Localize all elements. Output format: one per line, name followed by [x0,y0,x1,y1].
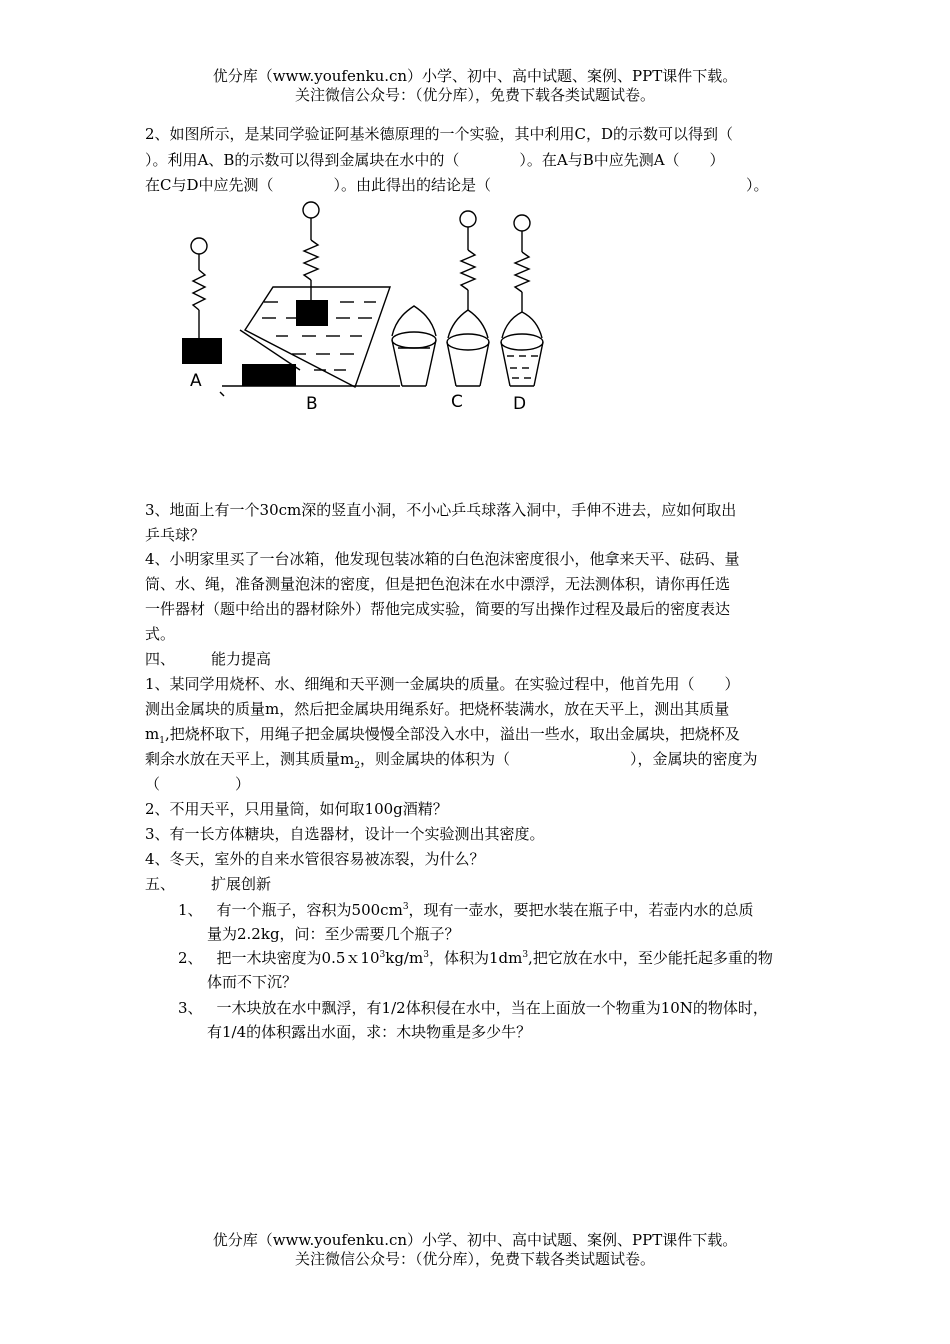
s4q1-line-5: （ ） [145,775,251,793]
s5q1-text-a: 有一个瓶子，容积为500cm [216,901,403,919]
s5q2-text-b: kg/m [385,949,424,967]
s4q1-l3-text: ,把烧杯取下，用绳子把金属块慢慢全部没入水中，溢出一些水，取出金属块，把烧杯及 [164,725,740,743]
s5q3-line-2: 有1/4的体积露出水面，求：木块物重是多少牛？ [207,1023,532,1041]
s5q3-text: 一木块放在水中飘浮，有1/2体积侵在水中，当在上面放一个物重为10N的物体时， [216,999,768,1017]
s4q1-line-1: 1、某同学用烧杯、水、细绳和天平测一金属块的质量。在实验过程中，他首先用（ ） [145,675,740,693]
s4q3: 3、有一长方体糖块，自选器材，设计一个实验测出其密度。 [145,825,545,843]
q2-line-1: 2、如图所示，是某同学验证阿基米德原理的一个实验，其中利用C，D的示数可以得到（ [145,125,734,143]
q4-line-2: 筒、水、绳，准备测量泡沫的密度，但是把色泡沫在水中漂浮，无法测体积，请你再任选 [145,575,731,593]
s5q2-number: 2、 [178,949,203,967]
q3-line-2: 乒乓球？ [145,526,206,544]
footer-line-2: 关注微信公众号：（优分库），免费下载各类试题试卷。 [294,1250,655,1268]
s5q2-text-d: ,把它放在水中，至少能托起多重的物 [528,949,773,967]
s4q2: 2、不用天平，只用量筒，如何取100g酒精？ [145,800,448,818]
block-a [182,338,222,364]
s4q1-l3-var: m [145,725,160,743]
q4-line-3: 一件器材（题中给出的器材除外）帮他完成实验，简要的写出操作过程及最后的密度表达 [145,600,731,618]
s5q2-text-a: 把一木块密度为0.5ｘ10 [216,949,380,967]
s5q1-text-b: ，现有一壶水，要把水装在瓶子中，若壶内水的总质 [408,901,754,919]
s4q1-line-2: 测出金属块的质量m，然后把金属块用绳系好。把烧杯装满水，放在天平上，测出其质量 [145,700,730,718]
section-4-title: 能力提高 [211,650,272,668]
block-spilled [242,364,296,386]
section-5-heading [145,872,815,896]
s5q1-sup: 3 [402,902,409,912]
section-4-heading [145,647,815,671]
q4-line-4: 式。 [145,625,176,643]
s5q3-line-1 [178,996,848,1020]
s5q2-text-c: ，体积为1dm [428,949,523,967]
s5q2-line-1 [178,946,848,970]
s4q1-l4-text-b: ，则金属块的体积为（ ），金属块的密度为 [359,750,758,768]
s4q1-l4-text-a: 剩余水放在天平上，测其质量m [145,750,355,768]
s4q4: 4、冬天，室外的自来水管很容易被冻裂，为什么？ [145,850,485,868]
label-c: C [451,392,463,412]
label-d: D [513,394,527,414]
page-header [0,67,950,105]
s5q1-line-2: 量为2.2kg，问：至少需要几个瓶子？ [207,925,460,943]
block-b [296,300,328,326]
s5q2-sup-2: 3 [423,950,429,960]
label-b: B [306,394,318,414]
section-5-title: 扩展创新 [211,875,272,893]
s5q1-line-1 [178,898,848,922]
q4-line-1: 4、小明家里买了一台冰箱，他发现包装冰箱的白色泡沫密度很小，他拿来天平、砝码、量 [145,550,740,568]
q3-line-1: 3、地面上有一个30cm深的竖直小洞，不小心乒乓球落入洞中，手伸不进去，应如何取出 [145,501,737,519]
s5q2-sup-1: 3 [379,950,386,960]
page-footer [0,1231,950,1269]
header-line-2: 关注微信公众号：（优分库），免费下载各类试题试卷。 [294,86,655,104]
s4q1-line-4 [145,747,815,771]
s5q2-sup-3: 3 [522,950,529,960]
s4q1-line-3 [145,722,815,746]
section-5-number: 五、 [145,875,176,893]
q2-line-2: ）。利用A、B的示数可以得到金属块在水中的（ ）。在A与B中应先测A（ ） [145,151,725,169]
label-a: A [190,371,202,391]
archimedes-experiment-figure [170,195,570,420]
header-line-1: 优分库（www.youfenku.cn）小学、初中、高中试题、案例、PPT课件下载。 [212,67,738,85]
s5q1-number: 1、 [178,901,203,919]
s4q1-l4-sub: 2 [354,761,360,771]
s5q3-number: 3、 [178,999,203,1017]
section-4-number: 四、 [145,650,176,668]
footer-line-1: 优分库（www.youfenku.cn）小学、初中、高中试题、案例、PPT课件下载。 [212,1231,738,1249]
q2-line-3: 在C与D中应先测（ ）。由此得出的结论是（ ）。 [145,176,769,194]
s5q2-line-2: 体而不下沉？ [207,973,298,991]
s4q1-l3-sub: 1 [159,736,165,746]
